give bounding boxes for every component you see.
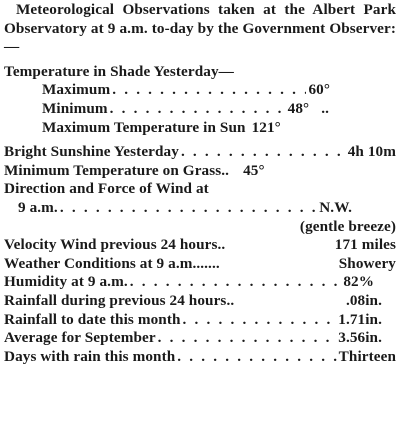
dot-leader [181, 143, 346, 162]
rain-days-label: Days with rain this month [4, 347, 176, 365]
average-row [4, 329, 396, 348]
maximum-label: Maximum [42, 81, 111, 99]
average-label: Average for September [4, 329, 156, 347]
minimum-row [4, 100, 396, 119]
weather-label: Weather Conditions at 9 a.m....... [4, 254, 220, 272]
maximum-row [4, 81, 330, 100]
wind-row [4, 199, 396, 218]
weather-row [4, 255, 396, 274]
grass-value: 45° [243, 161, 265, 179]
minimum-label: Minimum [42, 99, 108, 117]
rainfall-month-label: Rainfall to date this month [4, 310, 181, 328]
dot-leader [60, 199, 317, 218]
intro-paragraph [4, 1, 396, 57]
rainfall-24h-label: Rainfall during previous 24 hours.. [4, 291, 235, 309]
velocity-label: Velocity Wind previous 24 hours.. [4, 236, 226, 254]
temperature-heading [4, 63, 396, 82]
minimum-value: 48° [287, 99, 310, 117]
max-sun-label: Maximum Temperature in Sun [42, 118, 246, 136]
velocity-value: 171 miles [334, 236, 396, 254]
weather-value: Showery [338, 254, 396, 272]
sunshine-value: 4h 10m [347, 143, 396, 161]
rainfall-month-value: 1.71in. [338, 310, 382, 328]
wind-heading-text: Direction and Force of Wind at [4, 180, 209, 198]
intro-text: Meteorological Observations taken at the Albert Park Observatory at 9 a.m. to-day by the Government Observer:— [4, 1, 396, 56]
rainfall-24h-value: .08in. [345, 291, 382, 309]
average-value: 3.56in. [338, 329, 382, 347]
minimum-mark: .. [321, 99, 330, 117]
velocity-row [4, 236, 396, 255]
dot-leader [112, 81, 306, 100]
sunshine-row [4, 143, 396, 162]
rainfall-month-row [4, 311, 396, 330]
dot-leader [183, 311, 337, 330]
dot-leader [110, 100, 286, 119]
grass-label: Minimum Temperature on Grass.. [4, 161, 230, 179]
rainfall-24h-row [4, 292, 396, 311]
maximum-value: 60° [308, 81, 330, 99]
wind-note: (gentle breeze) [299, 217, 396, 235]
wind-heading [4, 180, 396, 199]
rain-days-row [4, 348, 396, 367]
wind-label: 9 a.m. [18, 198, 58, 216]
dot-leader [177, 348, 336, 367]
rain-days-value: Thirteen [338, 347, 396, 365]
temperature-heading-text: Temperature in Shade Yesterday— [4, 62, 234, 80]
dot-leader [158, 329, 337, 348]
humidity-value: 82% [343, 273, 374, 291]
max-sun-row [4, 119, 396, 138]
max-sun-value: 121° [251, 118, 281, 136]
grass-row [4, 162, 396, 181]
dot-leader [130, 273, 342, 292]
wind-value: N.W. [319, 198, 352, 216]
humidity-row [4, 273, 396, 292]
humidity-label: Humidity at 9 a.m. [4, 273, 128, 291]
sunshine-label: Bright Sunshine Yesterday [4, 143, 179, 161]
